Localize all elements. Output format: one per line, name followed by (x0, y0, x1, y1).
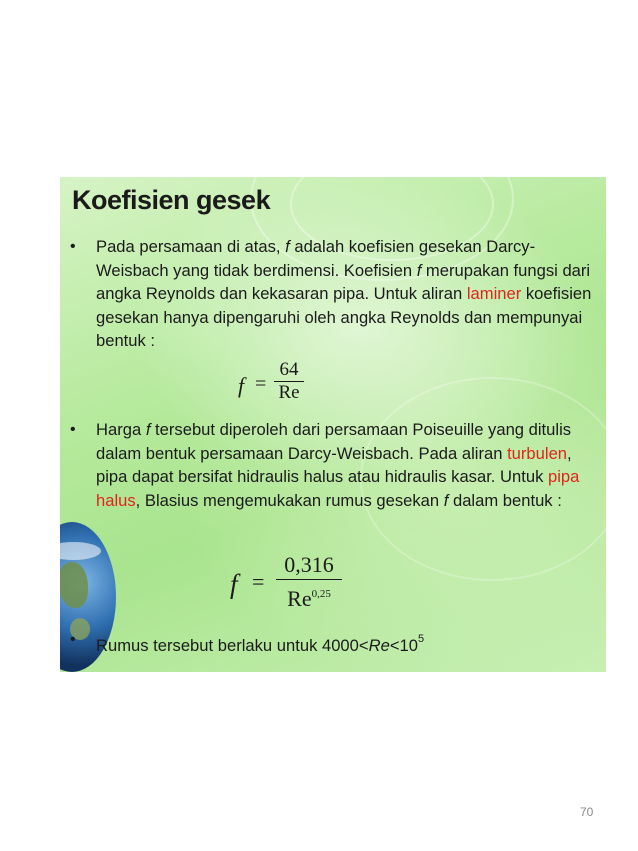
bullet-2 (70, 418, 600, 538)
equation-2: f = 0,316 Re$^{0,25}$ (230, 549, 360, 619)
bullet-dot: • (70, 421, 76, 438)
bullet-2-text: Harga f tersebut diperoleh dari persamaan Poiseuille yang ditulis dalam bentuk persamaan Darcy-Weisbach. Pada aliran turbulen, pipa dapat bersifat hidraulis halus atau hidraulis kasar. Untuk pipa halus, Blasius mengemukakan rumus gesekan f dalam bentuk : (96, 420, 580, 510)
f-symbol: f (285, 237, 290, 256)
bullet-dot: • (70, 631, 76, 648)
fraction-0316-re: 0,316 Re$^{0,25}$ (276, 551, 342, 613)
highlight-laminer: laminer (466, 284, 522, 303)
bullet-3 (70, 628, 600, 654)
f-symbol: f (145, 420, 151, 439)
slide (60, 177, 606, 672)
f-symbol: f (443, 490, 449, 510)
f-symbol: f (416, 260, 422, 280)
bullet-dot: • (70, 238, 76, 255)
bullet-1-text: Pada persamaan di atas, f adalah koefisien gesekan Darcy-Weisbach yang tidak berdimensi. Koefisien f merupakan fungsi dari angka Reynolds dan kekasaran pipa. Untuk aliran laminer koefisien gesekan hanya dipengaruhi oleh angka Reynolds dan mempunyai bentuk : (96, 237, 592, 350)
page-number: 70 (580, 805, 594, 819)
equation-1: f = 64 Re (238, 361, 318, 421)
bullet-1 (70, 235, 600, 353)
highlight-pipa-halus: pipa halus (96, 467, 580, 510)
fraction-64-re: 64 Re (274, 359, 304, 404)
slide-title: Koefisien gesek (72, 185, 271, 215)
highlight-turbulen: turbulen (507, 443, 568, 463)
bullet-3-text: Rumus tersebut berlaku untuk $4000<Re<10^5$ (96, 633, 425, 655)
